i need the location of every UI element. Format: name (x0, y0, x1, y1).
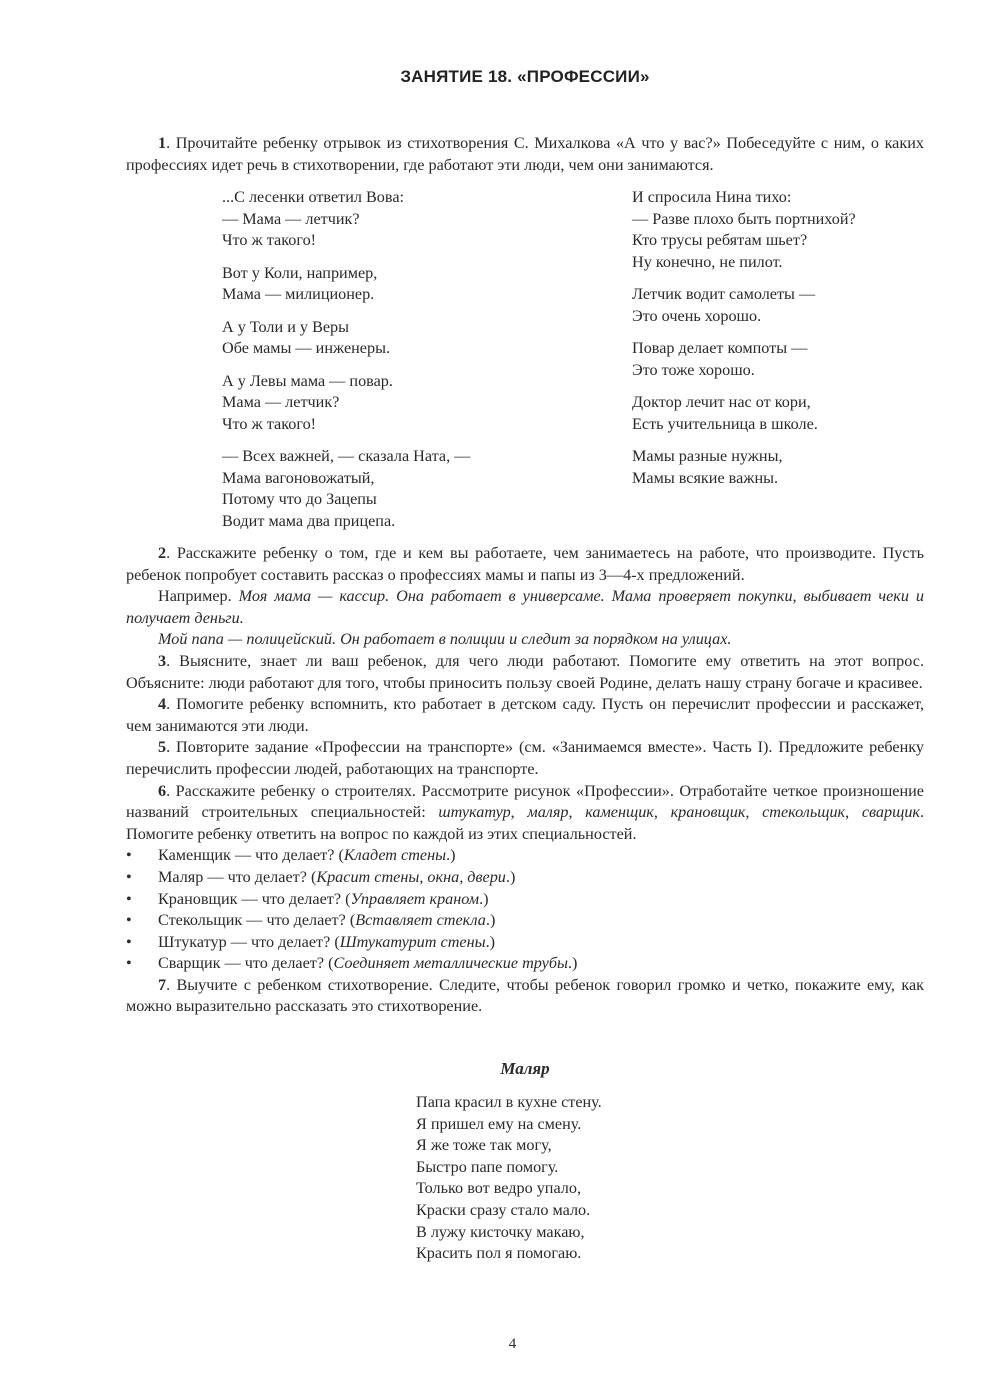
poem-line: Летчик водит самолеты — (632, 285, 816, 304)
poem-line: — Мама — летчик? (222, 209, 360, 228)
poem-painter (416, 1092, 602, 1265)
poem-line: Есть учительница в школе. (632, 414, 818, 433)
task-2-example (126, 586, 924, 629)
paren-open: ( (345, 911, 356, 930)
poem-line: Повар делает компоты — (632, 339, 808, 358)
answer: Штукатурит стены (339, 932, 486, 951)
term: крановщик (670, 803, 746, 822)
poem-line: — Всех важней, — сказала Ната, — (222, 447, 471, 466)
example-mom: Моя мама — кассир. Она работает в универсаме. Мама проверяет покупки, выбивает чеки и получает деньги. (126, 587, 924, 627)
task-4-number: 4 (158, 695, 167, 714)
task-1-text: . Прочитайте ребенку отрывок из стихотворения С. Михалкова «А что у вас?» Побеседуйте с ним, о каких профессиях идет речь в стихотворении, где работают эти люди, чем они занимаются. (126, 134, 924, 174)
term: маляр (527, 803, 569, 822)
answer: Вставляет стекла (355, 911, 486, 930)
profession-questions-list (126, 845, 924, 975)
poem-line: Мама — летчик? (222, 393, 340, 412)
list-item (126, 932, 924, 954)
bullet: • (126, 932, 132, 951)
question: Стекольщик — что делает? (158, 911, 346, 930)
poem-line: Только вот ведро упало, (416, 1179, 582, 1198)
poem-title: Маляр (500, 1059, 550, 1078)
task-5-number: 5 (158, 738, 167, 757)
term: штукатур (438, 803, 511, 822)
stanza (632, 446, 856, 489)
example-dad: Мой папа — полицейский. Он работает в полиции и следит за порядком на улицах. (158, 630, 732, 649)
paren-close: .) (505, 867, 516, 886)
task-4-text: . Помогите ребенку вспомнить, кто работает в детском саду. Пусть он перечислит профессии и расскажет, чем занимаются эти люди. (126, 695, 924, 735)
paren-close: .) (446, 846, 456, 865)
answer: Соединяет металлические трубы (333, 954, 568, 973)
poem-excerpt-right (632, 187, 856, 500)
lesson-title: ЗАНЯТИЕ 18. «ПРОФЕССИИ» (400, 67, 650, 86)
poem-line: Вот у Коли, например, (222, 263, 378, 282)
paren-open: ( (324, 954, 334, 973)
question: Сварщик — что делает? (158, 954, 325, 973)
poem-line: — Разве плохо быть портнихой? (632, 209, 856, 228)
poem-excerpt-left (222, 187, 470, 543)
task-4 (126, 694, 924, 737)
list-item (126, 953, 924, 975)
poem-line: Я пришел ему на смену. (416, 1114, 582, 1133)
task-3-number: 3 (158, 651, 167, 670)
poem-line: Что ж такого! (222, 414, 317, 433)
separator: , (510, 803, 528, 822)
task-1-number: 1 (158, 134, 167, 152)
task-7-number: 7 (158, 975, 167, 994)
term: стекольщик (762, 803, 846, 822)
stanza (632, 284, 856, 327)
task-6-number: 6 (158, 781, 167, 800)
task-3-text: . Выясните, знает ли ваш ребенок, для чего люди работают. Помогите ему ответить на этот вопрос. Объясните: люди работают для того, чтобы приносить пользу своей Родине, делать нашу страну богаче и красивее. (126, 651, 924, 692)
poem-line: А у Левы мама — повар. (222, 371, 393, 390)
poem-line: Мама вагоновожатый, (222, 468, 375, 487)
separator: , (568, 803, 586, 822)
poem-line: Мама — милиционер. (222, 285, 375, 304)
bullet: • (126, 867, 132, 886)
poem-line: Мамы всякие важны. (632, 468, 779, 487)
term: каменщик (585, 803, 654, 822)
task-3 (126, 651, 924, 694)
bullet: • (126, 846, 132, 865)
poem-line: Красить пол я помогаю. (416, 1244, 582, 1263)
separator: , (845, 803, 862, 822)
task-6-text: . Расскажите ребенку о строителях. Рассмотрите рисунок «Профессии». Отработайте четкое произношение названий строительных специальностей: (126, 781, 924, 822)
poem-line: Что ж такого! (222, 231, 317, 250)
paren-open: ( (334, 846, 344, 865)
stanza (632, 338, 856, 381)
poem-line: Мамы разные нужны, (632, 447, 783, 466)
stanza (632, 187, 856, 273)
poem-line: Краски сразу стало мало. (416, 1200, 591, 1219)
stanza (222, 187, 470, 252)
poem-line: Кто трусы ребятам шьет? (632, 231, 808, 250)
bullet: • (126, 889, 132, 908)
task-1 (126, 133, 924, 176)
paren-close: .) (485, 932, 496, 951)
separator: , (653, 803, 671, 822)
stanza (222, 317, 470, 360)
stanza (632, 392, 856, 435)
paren-close: .) (479, 889, 489, 908)
paren-open: ( (306, 867, 317, 886)
stanza (222, 263, 470, 306)
poem-line: Это очень хорошо. (632, 306, 762, 325)
poem-line: В лужу кисточку макаю, (416, 1222, 585, 1241)
question: Штукатур — что делает? (158, 932, 331, 951)
poem-line: И спросила Нина тихо: (632, 188, 792, 206)
task-5-text: . Повторите задание «Профессии на транспорте» (см. «Занимаемся вместе». Часть I). Предложите ребенку перечислить профессии людей, работающих на транспорте. (126, 738, 924, 778)
paren-close: .) (567, 954, 578, 973)
list-item (126, 889, 924, 911)
example-lead: Например. (158, 587, 239, 606)
task-5 (126, 737, 924, 780)
poem-line: Это тоже хорошо. (632, 360, 755, 379)
list-item (126, 910, 924, 932)
task-2-number: 2 (158, 544, 167, 562)
task-6-text-end: . Помогите ребенку ответить на вопрос по каждой из этих специальностей. (126, 803, 925, 843)
poem-line: ...С лесенки ответил Вова: (222, 188, 405, 206)
task-7 (126, 975, 924, 1018)
stanza (222, 371, 470, 436)
task-6 (126, 781, 924, 846)
poem-line: Папа красил в кухне стену. (416, 1093, 602, 1111)
term: сварщик (861, 803, 920, 822)
separator: , (745, 803, 763, 822)
poem-line: Я же тоже так могу, (416, 1136, 552, 1155)
poem-line: Потому что до Зацепы (222, 490, 377, 509)
task-2-text: . Расскажите ребенку о том, где и кем вы работаете, чем занимаетесь на работе, что производите. Пусть ребенок попробует составить рассказ о профессиях мамы и папы из 3—4-х предложений. (126, 544, 924, 584)
question: Каменщик — что делает? (158, 846, 335, 865)
poem-line: Быстро папе помогу. (416, 1157, 559, 1176)
list-item (126, 845, 924, 867)
task-2 (126, 543, 924, 586)
page-number: 4 (508, 1336, 517, 1352)
paren-close: .) (485, 911, 496, 930)
poem-line: Обе мамы — инженеры. (222, 339, 391, 358)
answer: Кладет стены (343, 846, 447, 865)
paren-open: ( (341, 889, 351, 908)
paren-open: ( (330, 932, 340, 951)
question: Маляр — что делает? (158, 867, 307, 886)
bullet: • (126, 911, 132, 930)
bullet: • (126, 954, 132, 973)
task-7-text: . Выучите с ребенком стихотворение. Следите, чтобы ребенок говорил громко и четко, покажите ему, как можно выразительно рассказать это стихотворение. (126, 975, 924, 1016)
tasks-body (126, 543, 924, 1018)
stanza (222, 446, 470, 532)
answer: Красит стены, окна, двери (316, 867, 506, 886)
poem-line: Ну конечно, не пилот. (632, 252, 783, 271)
poem-line: Доктор лечит нас от кори, (632, 393, 811, 412)
answer: Управляет краном (350, 889, 480, 908)
question: Крановщик — что делает? (158, 889, 342, 908)
list-item (126, 867, 924, 889)
poem-line: А у Толи и у Веры (222, 317, 350, 336)
poem-line: Водит мама два прицепа. (222, 511, 396, 530)
